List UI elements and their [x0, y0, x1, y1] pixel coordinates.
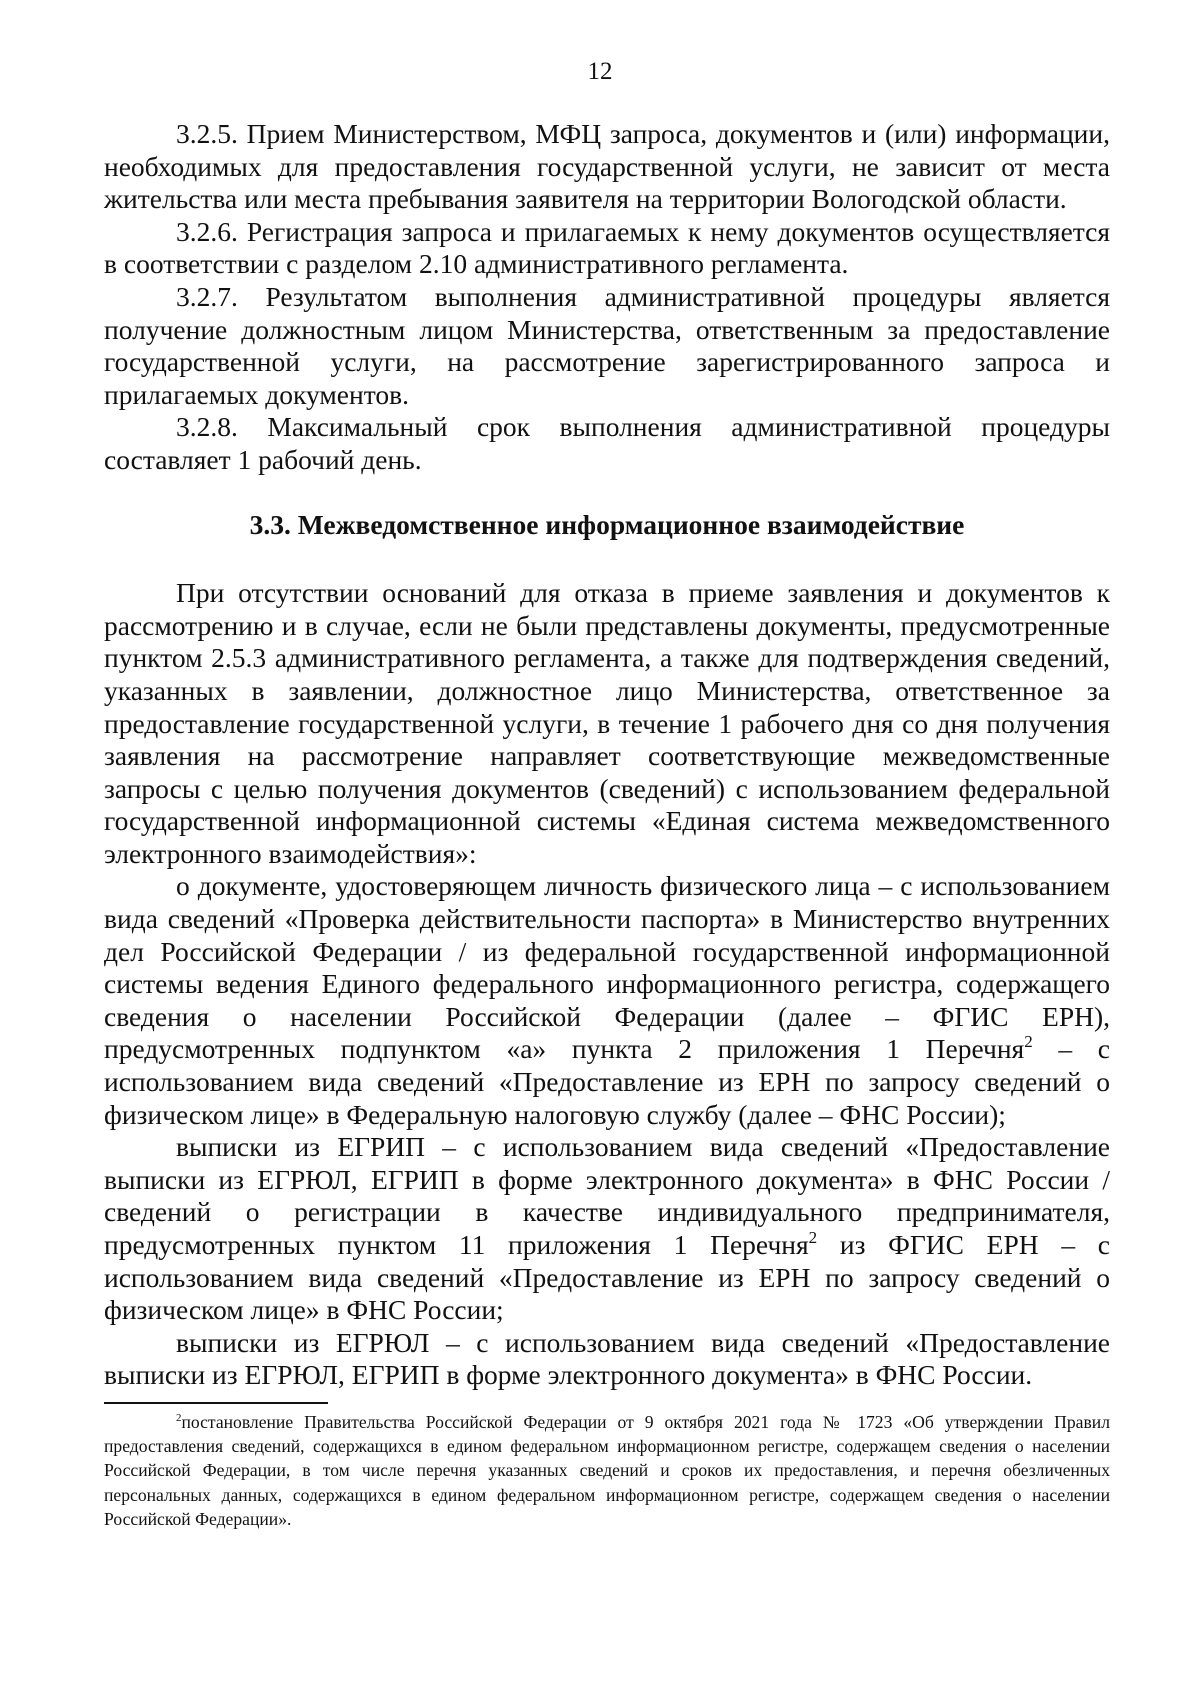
footnote-separator [104, 1402, 328, 1404]
paragraph-3-2-8: 3.2.8. Максимальный срок выполнения административной процедуры составляет 1 рабочий день. [104, 411, 1110, 475]
footnote-reference: 2 [808, 1227, 818, 1247]
footnote [104, 1410, 1110, 1531]
page-number: 12 [587, 58, 613, 85]
footnote-reference: 2 [1024, 1032, 1033, 1052]
list-item-text: из ФГИС ЕРН – с использованием вида сведений «Предоставление из ЕРН по запросу сведений о физическом лице» в ФНС России; [104, 1229, 1110, 1326]
paragraph-3-2-5: 3.2.5. Прием Министерством, МФЦ запроса, документов и (или) информации, необходимых для предоставления государственной услуги, не зависит от места жительства или места пребывания заявителя на территории Вологодской области. [104, 118, 1110, 215]
section-heading-3-3: 3.3. Межведомственное информационное взаимодействие [249, 508, 965, 540]
document-body [104, 118, 1110, 1531]
paragraph-3-2-7: 3.2.7. Результатом выполнения административной процедуры является получение должностным лицом Министерства, ответственным за предоставление государственной услуги, на рассмотрение зарегистрированного запроса и прилагаемых документов. [104, 280, 1110, 410]
footnote-mark: 2 [176, 1411, 182, 1424]
list-item-text: – с использованием вида сведений «Предоставление из ЕРН по запросу сведений о физическом лице» в Федеральную налоговую службу (далее – ФНС России); [104, 1033, 1110, 1130]
section-intro-paragraph: При отсутствии оснований для отказа в приеме заявления и документов к рассмотрению и в случае, если не были представлены документы, предусмотренные пунктом 2.5.3 административного регламента, а также для подтверждения сведений, указанных в заявлении, должностное лицо Министерства, ответственное за предоставление государственной услуги, в течение 1 рабочего дня со дня получения заявления на рассмотрение направляет соответствующие межведомственные запросы с целью получения документов (сведений) с использованием федеральной государственной информационной системы «Единая система межведомственного электронного взаимодействия»: [104, 577, 1110, 869]
list-item-identity-document [104, 870, 1110, 1131]
list-item-text: выписки из ЕГРИП – с использованием вида сведений «Предоставление выписки из ЕГРЮЛ, ЕГРИП в форме электронного документа» в ФНС России / сведений о регистрации в качестве индивидуального предпринимателя, предусмотренных пунктом 11 приложения 1 Перечня [104, 1131, 1110, 1260]
footnote-text: постановление Правительства Российской Федерации от 9 октября 2021 года № 1723 «Об утверждении Правил предоставления сведений, содержащихся в едином федеральном информационном регистре, содержащем сведения о населении Российской Федерации, в том числе перечня указанных сведений и сроков их предоставления, и перечня обезличенных персональных данных, содержащихся в едином федеральном информационном регистре, содержащем сведения о населении Российской Федерации». [104, 1411, 1110, 1529]
list-item-egrul-extract: выписки из ЕГРЮЛ – с использованием вида сведений «Предоставление выписки из ЕГРЮЛ, ЕГРИП в форме электронного документа» в ФНС России. [104, 1326, 1110, 1391]
list-item-egrip-extract [104, 1131, 1110, 1327]
list-item-text: о документе, удостоверяющем личность физического лица – с использованием вида сведений «Проверка действительности паспорта» в Министерство внутренних дел Российской Федерации / из федеральной государственной информационной системы ведения Единого федерального информационного регистра, содержащего сведения о населении Российской Федерации (далее – ФГИС ЕРН), предусмотренных подпунктом «а» пункта 2 приложения 1 Перечня [104, 870, 1110, 1065]
paragraph-3-2-6: 3.2.6. Регистрация запроса и прилагаемых к нему документов осуществляется в соответствии с разделом 2.10 административного регламента. [104, 215, 1110, 280]
